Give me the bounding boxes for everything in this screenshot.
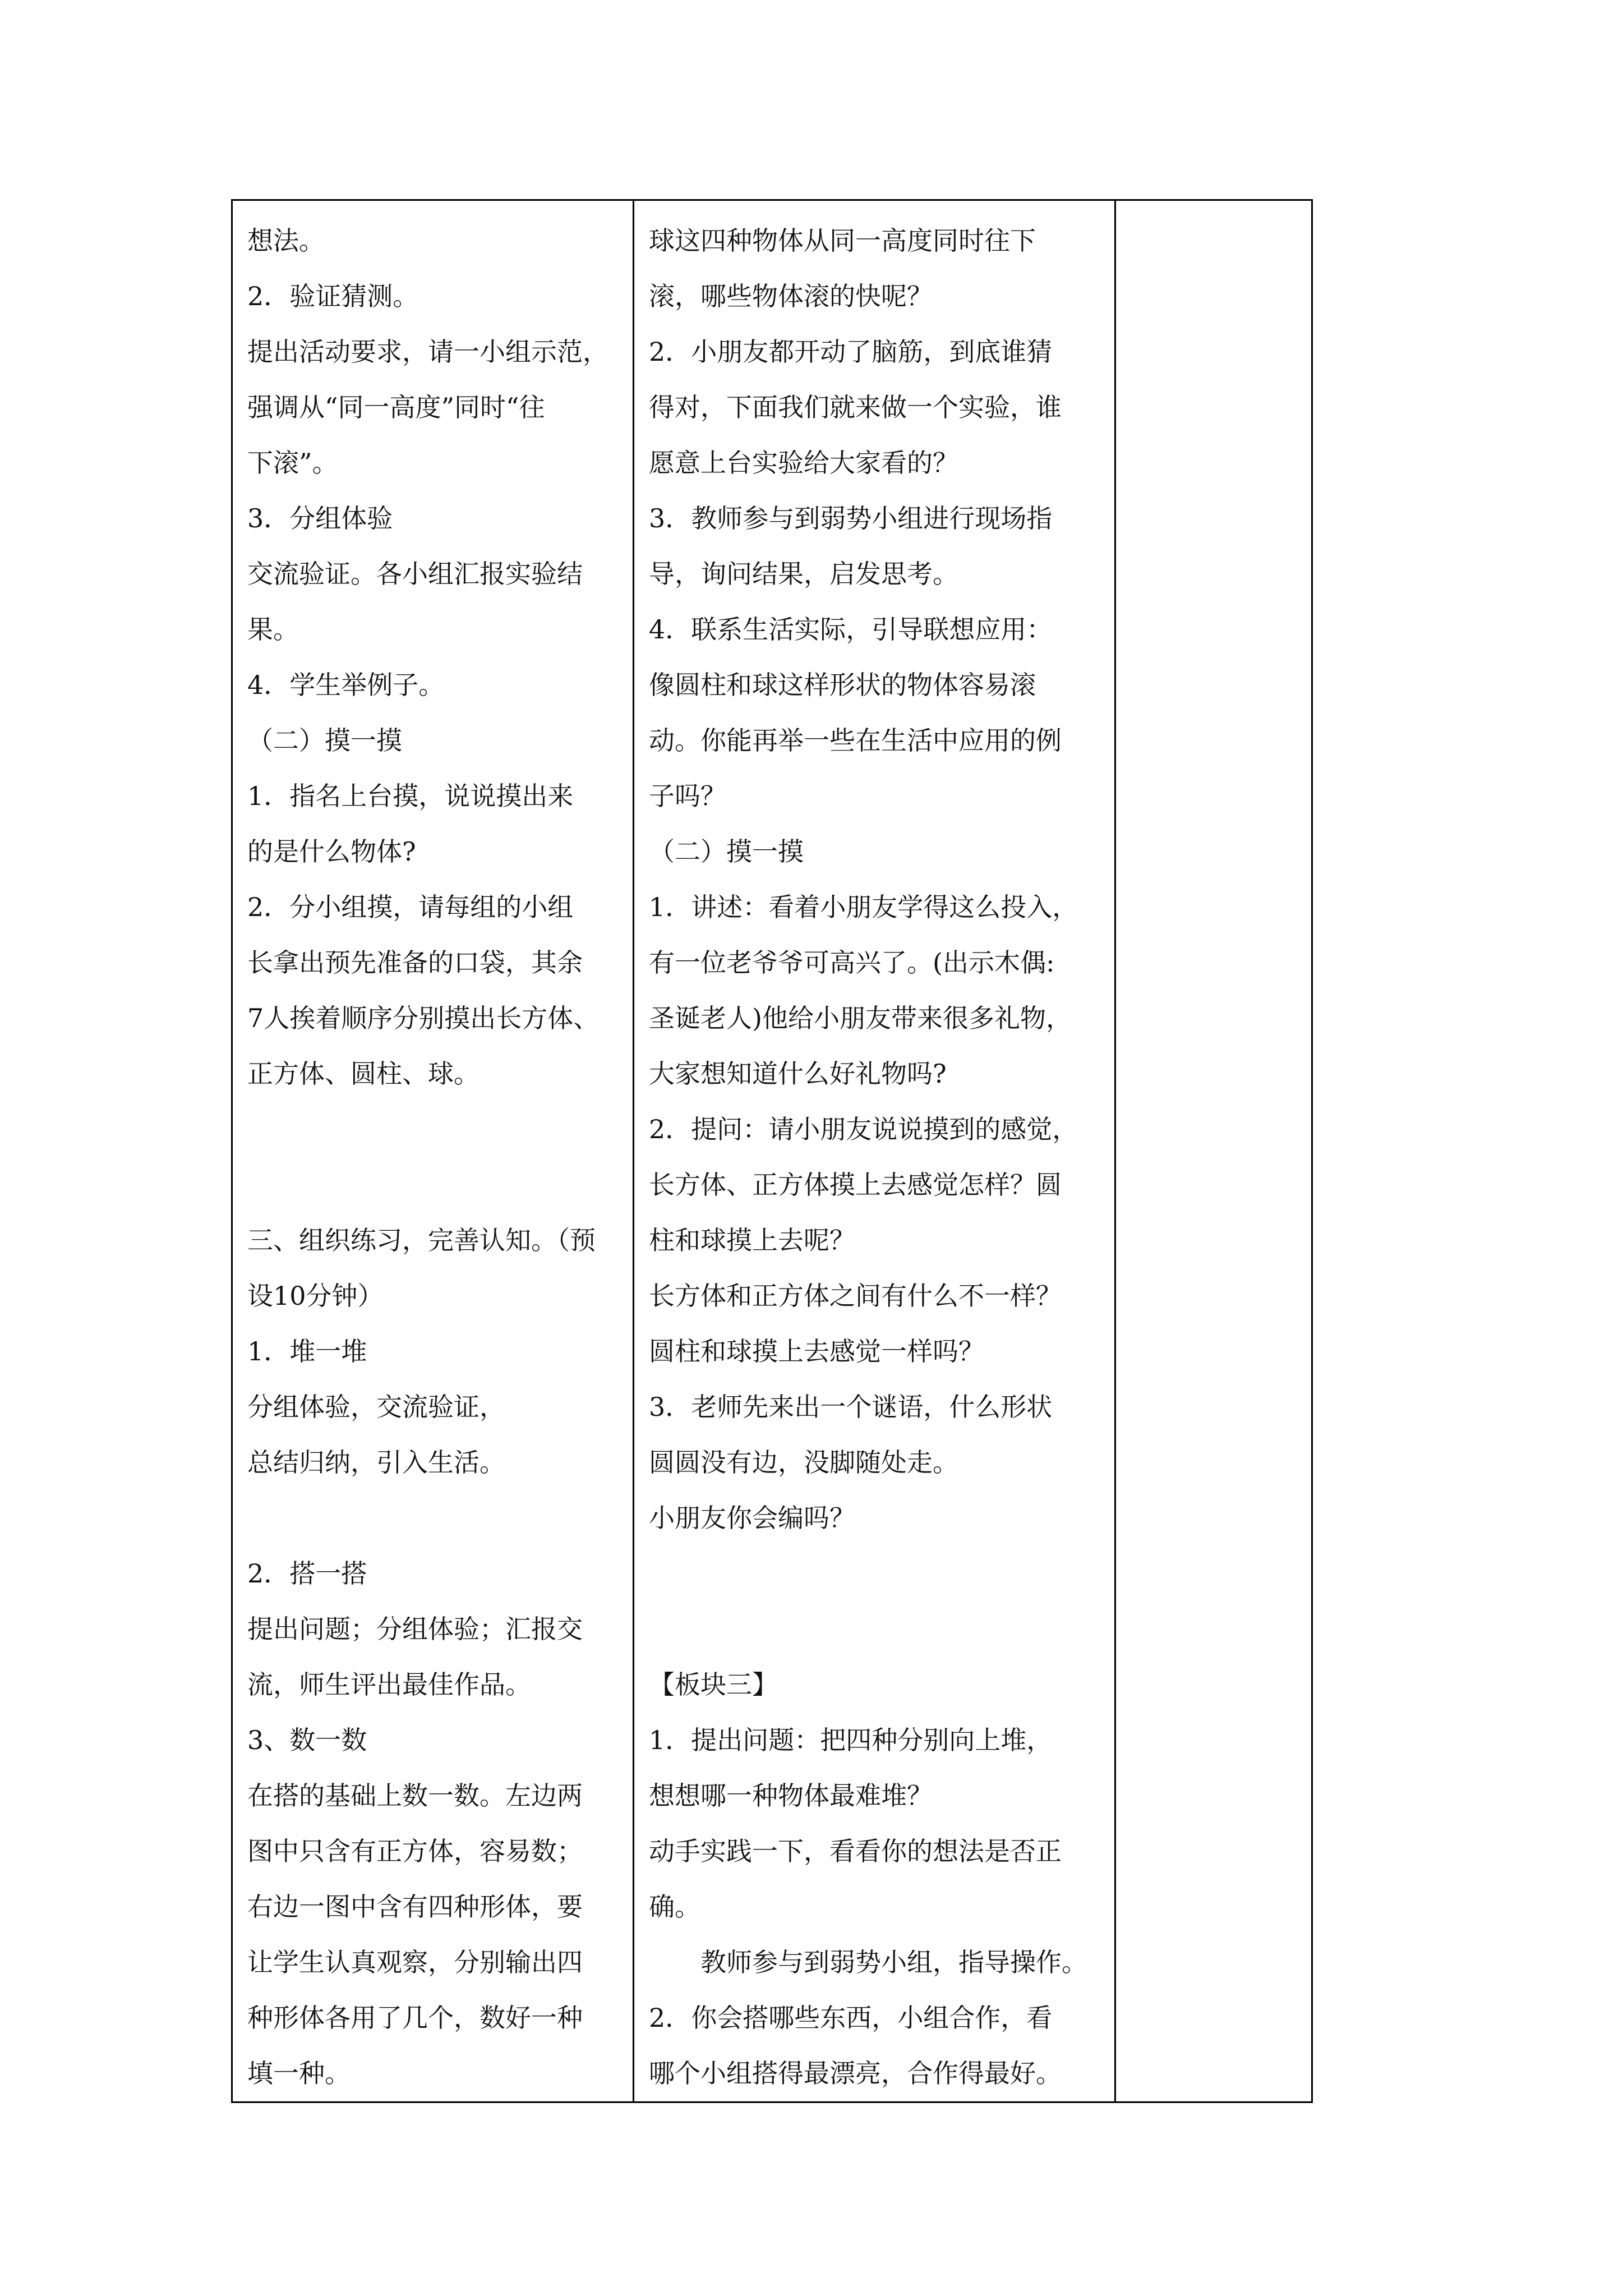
middle-column-cell [634, 200, 1115, 2102]
text-line: 2．分小组摸，请每组的小组 [247, 892, 574, 922]
text-line: 确。 [649, 1892, 700, 1922]
text-line: 愿意上台实验给大家看的？ [649, 448, 958, 478]
text-line: 【板块三】 [649, 1669, 778, 1700]
text-line: 想想哪一种物体最难堆？ [649, 1780, 933, 1811]
text-line: 强调从“同一高度”同时“往 [247, 392, 545, 422]
text-line: （二）摸一摸 [649, 836, 804, 867]
text-line: 3、数一数 [247, 1725, 367, 1755]
text-line: 得对，下面我们就来做一个实验，谁 [649, 392, 1062, 422]
text-line: 提出问题；分组体验；汇报交 [247, 1614, 583, 1644]
text-line: 长方体、正方体摸上去感觉怎样？圆 [649, 1170, 1062, 1200]
text-line: 长拿出预先准备的口袋，其余 [247, 947, 583, 978]
table-row [232, 200, 1312, 2102]
text-line: 三、组织练习，完善认知。（预 [247, 1225, 596, 1255]
text-line: 7人挨着顺序分别摸出长方体、 [247, 1003, 600, 1033]
text-line: （二）摸一摸 [247, 725, 402, 756]
text-line: 1．提出问题：把四种分别向上堆， [649, 1725, 1053, 1755]
text-line: 果。 [247, 614, 299, 645]
text-line: 小朋友你会编吗？ [649, 1503, 855, 1533]
text-line: 3．老师先来出一个谜语，什么形状 [649, 1392, 1053, 1422]
lesson-plan-table [231, 199, 1313, 2103]
text-line [247, 1490, 625, 1546]
text-line: 动。你能再举一些在生活中应用的例 [649, 725, 1062, 756]
text-line: 导，询问结果，启发思考。 [649, 559, 958, 589]
right-column-text [1116, 201, 1311, 213]
text-line: 4．学生举例子。 [247, 670, 445, 700]
text-line: 1．堆一堆 [247, 1336, 367, 1366]
text-line: 子吗？ [649, 781, 726, 811]
text-line: 让学生认真观察，分别输出四 [247, 1947, 583, 1977]
text-line: 滚，哪些物体滚的快呢？ [649, 281, 933, 311]
text-line: 的是什么物体? [247, 836, 416, 867]
text-line: 2．验证猜测。 [247, 281, 419, 311]
text-line: 圆柱和球摸上去感觉一样吗？ [649, 1336, 984, 1366]
text-line: 在搭的基础上数一数。左边两 [247, 1780, 583, 1811]
text-line: 2．提问：请小朋友说说摸到的感觉， [649, 1114, 1078, 1144]
text-line: 图中只含有正方体，容易数； [247, 1836, 583, 1866]
text-line: 分组体验，交流验证， [247, 1392, 505, 1422]
text-line: 哪个小组搭得最漂亮，合作得最好。 [649, 2058, 1062, 2088]
text-line: 圣诞老人)他给小朋友带来很多礼物， [649, 1003, 1072, 1033]
text-line: 大家想知道什么好礼物吗? [649, 1059, 947, 1089]
text-line: 3．分组体验 [247, 503, 393, 533]
text-line: 下滚”。 [247, 448, 338, 478]
text-line: 想法。 [247, 226, 325, 256]
text-line: 长方体和正方体之间有什么不一样？ [649, 1281, 1062, 1311]
text-line: 柱和球摸上去呢？ [649, 1225, 855, 1255]
right-column-cell [1115, 200, 1312, 2102]
text-line: 流，师生评出最佳作品。 [247, 1669, 531, 1700]
text-line: 右边一图中含有四种形体，要 [247, 1892, 583, 1922]
text-line: 提出活动要求，请一小组示范， [247, 337, 608, 367]
text-line: 1．指名上台摸，说说摸出来 [247, 781, 574, 811]
text-line: 2．你会搭哪些东西，小组合作，看 [649, 2003, 1053, 2033]
left-column-cell [232, 200, 634, 2102]
text-line: 3．教师参与到弱势小组进行现场指 [649, 503, 1053, 533]
text-line: 有一位老爷爷可高兴了。(出示木偶: [649, 947, 1055, 978]
text-line: 像圆柱和球这样形状的物体容易滚 [649, 670, 1036, 700]
text-line: 正方体、圆柱、球。 [247, 1059, 479, 1089]
text-line [649, 1602, 1106, 1657]
text-line: 设10分钟） [247, 1281, 384, 1311]
text-line: 教师参与到弱势小组，指导操作。 [700, 1947, 1087, 1977]
text-line: 填一种。 [247, 2058, 351, 2088]
middle-column-text [634, 201, 1114, 2101]
text-line: 2．小朋友都开动了脑筋，到底谁猜 [649, 337, 1053, 367]
text-line: 动手实践一下，看看你的想法是否正 [649, 1836, 1062, 1866]
text-line: 4．联系生活实际，引导联想应用： [649, 614, 1053, 645]
text-line: 种形体各用了几个，数好一种 [247, 2003, 583, 2033]
text-line: 2．搭一搭 [247, 1558, 367, 1589]
text-line [247, 1157, 625, 1213]
text-line: 总结归纳，引入生活。 [247, 1447, 505, 1478]
text-line: 交流验证。各小组汇报实验结 [247, 559, 583, 589]
text-line [247, 1102, 625, 1157]
text-line [649, 1546, 1106, 1602]
text-line: 球这四种物体从同一高度同时往下 [649, 226, 1036, 256]
text-line: 圆圆没有边，没脚随处走。 [649, 1447, 958, 1478]
left-column-text [233, 201, 633, 2101]
text-line: 1．讲述：看着小朋友学得这么投入， [649, 892, 1078, 922]
